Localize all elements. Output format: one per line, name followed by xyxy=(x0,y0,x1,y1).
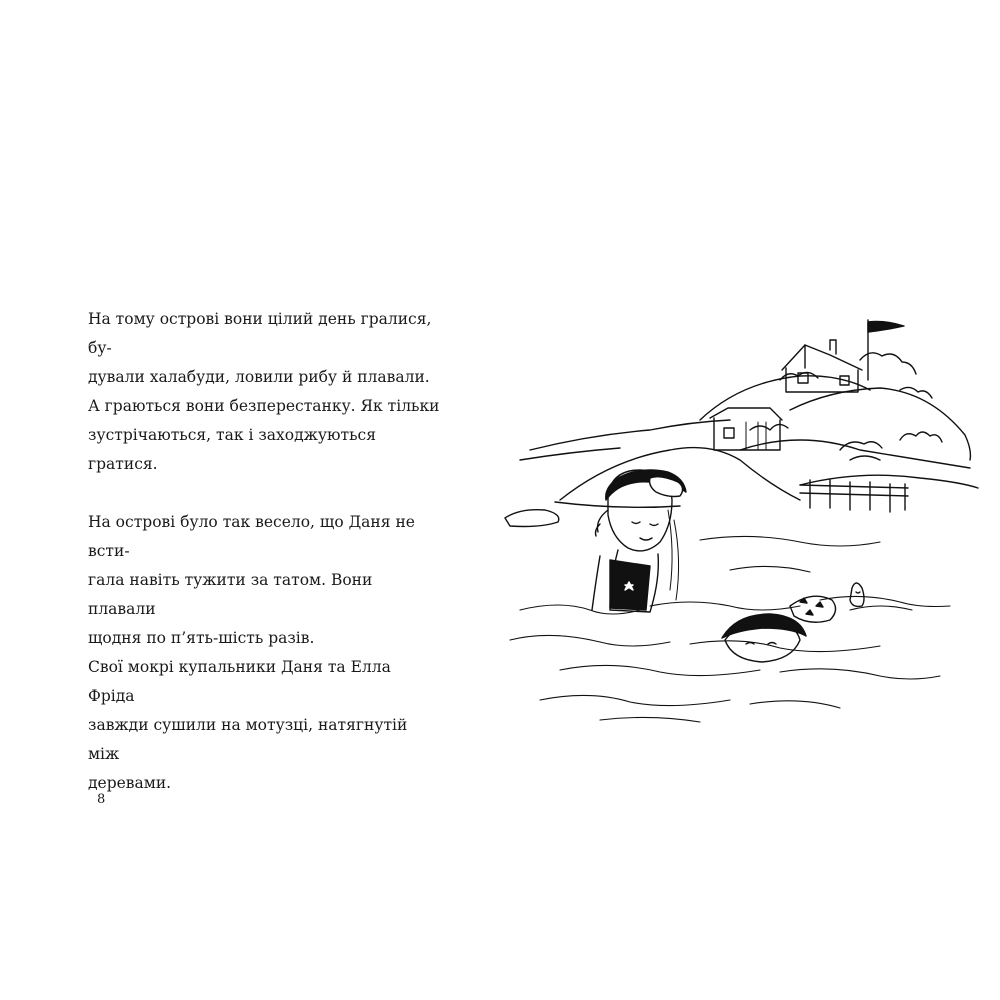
flag xyxy=(868,320,904,380)
rock xyxy=(505,510,559,527)
text-line: А граються вони безперестанку. Як тільки xyxy=(88,397,440,415)
text-line: На острові було так весело, що Даня не всти- xyxy=(88,513,415,560)
girl-with-goggles xyxy=(592,470,686,612)
paragraph-gap xyxy=(88,479,440,508)
text-line: деревами. xyxy=(88,774,172,792)
text-line: На тому острові вони цілий день гралися, бу- xyxy=(88,310,432,357)
hilltop-house xyxy=(782,340,862,392)
text-line: Свої мокрі купальники Даня та Елла Фріда xyxy=(88,658,391,705)
text-line: зустрічаються, так і заходжуються гратися. xyxy=(88,426,376,473)
body-text xyxy=(88,305,440,798)
text-line: завжди сушили на мотузці, натягнутій між xyxy=(88,716,408,763)
pier xyxy=(800,480,908,512)
text-line: дували халабуди, ловили рибу й плавали. xyxy=(88,368,430,386)
swimming-island-illustration-icon xyxy=(500,310,980,730)
page-number: 8 xyxy=(97,792,106,807)
text-line: щодня по п’ять-шість разів. xyxy=(88,629,315,647)
island-hills xyxy=(700,353,978,488)
text-line: гала навіть тужити за татом. Вони плавали xyxy=(88,571,373,618)
